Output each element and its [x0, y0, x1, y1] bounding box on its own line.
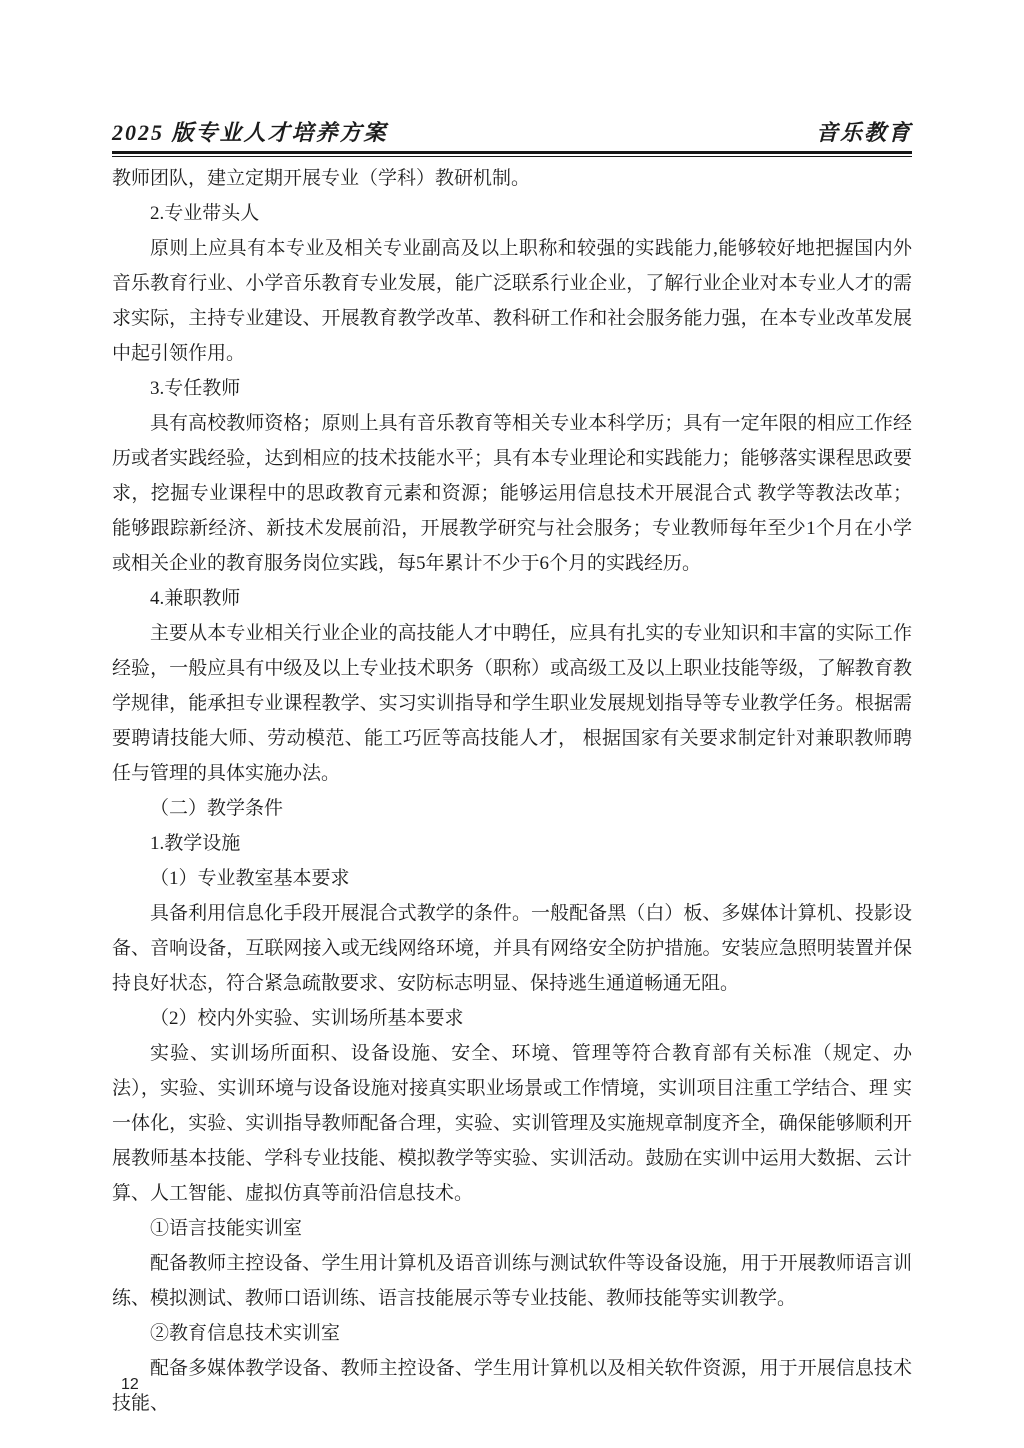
paragraph-classroom-requirements: 具备利用信息化手段开展混合式教学的条件。一般配备黑（白）板、多媒体计算机、投影设备、音响设备，互联网接入或无线网络环境，并具有网络安全防护措施。安装应急照明装置并保持良好状态，符合紧急疏散要求、安防标志明显、保持逃生通道畅通无阻。 [112, 903, 912, 994]
document-body [112, 161, 912, 1421]
page-footer [121, 1376, 139, 1394]
paragraph-language-skills-lab: 配备教师主控设备、学生用计算机及语音训练与测试软件等设备设施，用于开展教师语言训练、模拟测试、教师口语训练、语言技能展示等专业技能、教师技能等实训教学。 [112, 1253, 912, 1309]
paragraph-fulltime-teachers: 具有高校教师资格；原则上具有音乐教育等相关专业本科学历；具有一定年限的相应工作经历或者实践经验，达到相应的技术技能水平；具有本专业理论和实践能力；能够落实课程思政要求，挖掘专业课程中的思政教育元素和资源；能够运用信息技术开展混合式 教学等教法改革；能够跟踪新经济、新技术发展前沿，开展教学研究与社会服务；专业教师每年至少1个月在小学或相关企业的教育服务岗位实践，每5年累计不少于6个月的实践经历。 [112, 413, 912, 574]
page-header [112, 116, 912, 157]
running-header [112, 116, 912, 151]
paragraph-program-leader: 原则上应具有本专业及相关专业副高及以上职称和较强的实践能力,能够较好地把握国内外音乐教育行业、小学音乐教育专业发展，能广泛联系行业企业，了解行业企业对本专业人才的需求实际，主持专业建设、开展教育教学改革、教科研工作和社会服务能力强，在本专业改革发展中起引领作用。 [112, 238, 912, 364]
paragraph-training-site-requirements: 实验、实训场所面积、设备设施、安全、环境、管理等符合教育部有关标准（规定、办法），实验、实训环境与设备设施对接真实职业场景或工作情境，实训项目注重工学结合、理 实一体化，实验、实训指导教师配备合理，实验、实训管理及实施规章制度齐全，确保能够顺利开展教师基本技能、学科专业技能、模拟教学等实验、实训活动。鼓励在实训中运用大数据、云计算、人工智能、虚拟仿真等前沿信息技术。 [112, 1043, 912, 1204]
heading-4-parttime-teachers: 4.兼职教师 [150, 588, 241, 609]
heading-classroom-requirements: （1）专业教室基本要求 [150, 868, 350, 889]
heading-section-2-teaching-conditions: （二）教学条件 [150, 798, 284, 819]
page-number: 12 [121, 1376, 139, 1393]
heading-language-skills-lab: ①语言技能实训室 [150, 1218, 303, 1239]
heading-education-it-lab: ②教育信息技术实训室 [150, 1323, 341, 1344]
heading-1-teaching-facilities: 1.教学设施 [150, 833, 241, 854]
header-title-right: 音乐教育 [815, 120, 912, 145]
heading-3-fulltime-teachers: 3.专任教师 [150, 378, 241, 399]
heading-2-program-leader: 2.专业带头人 [150, 203, 260, 224]
paragraph-education-it-lab: 配备多媒体教学设备、教师主控设备、学生用计算机以及相关软件资源，用于开展信息技术技能、 [112, 1358, 912, 1414]
paragraph-parttime-teachers: 主要从本专业相关行业企业的高技能人才中聘任，应具有扎实的专业知识和丰富的实际工作经验，一般应具有中级及以上专业技术职务（职称）或高级工及以上职业技能等级，了解教育教学规律，能承担专业课程教学、实习实训指导和学生职业发展规划指导等专业教学任务。根据需要聘请技能大师、劳动模范、能工巧匠等高技能人才， 根据国家有关要求制定针对兼职教师聘任与管理的具体实施办法。 [112, 623, 912, 784]
header-rule [112, 151, 912, 157]
paragraph-continuation: 教师团队，建立定期开展专业（学科）教研机制。 [112, 168, 531, 189]
heading-training-site-requirements: （2）校内外实验、实训场所基本要求 [150, 1008, 464, 1029]
header-title-left: 2025 版专业人才培养方案 [112, 120, 388, 145]
